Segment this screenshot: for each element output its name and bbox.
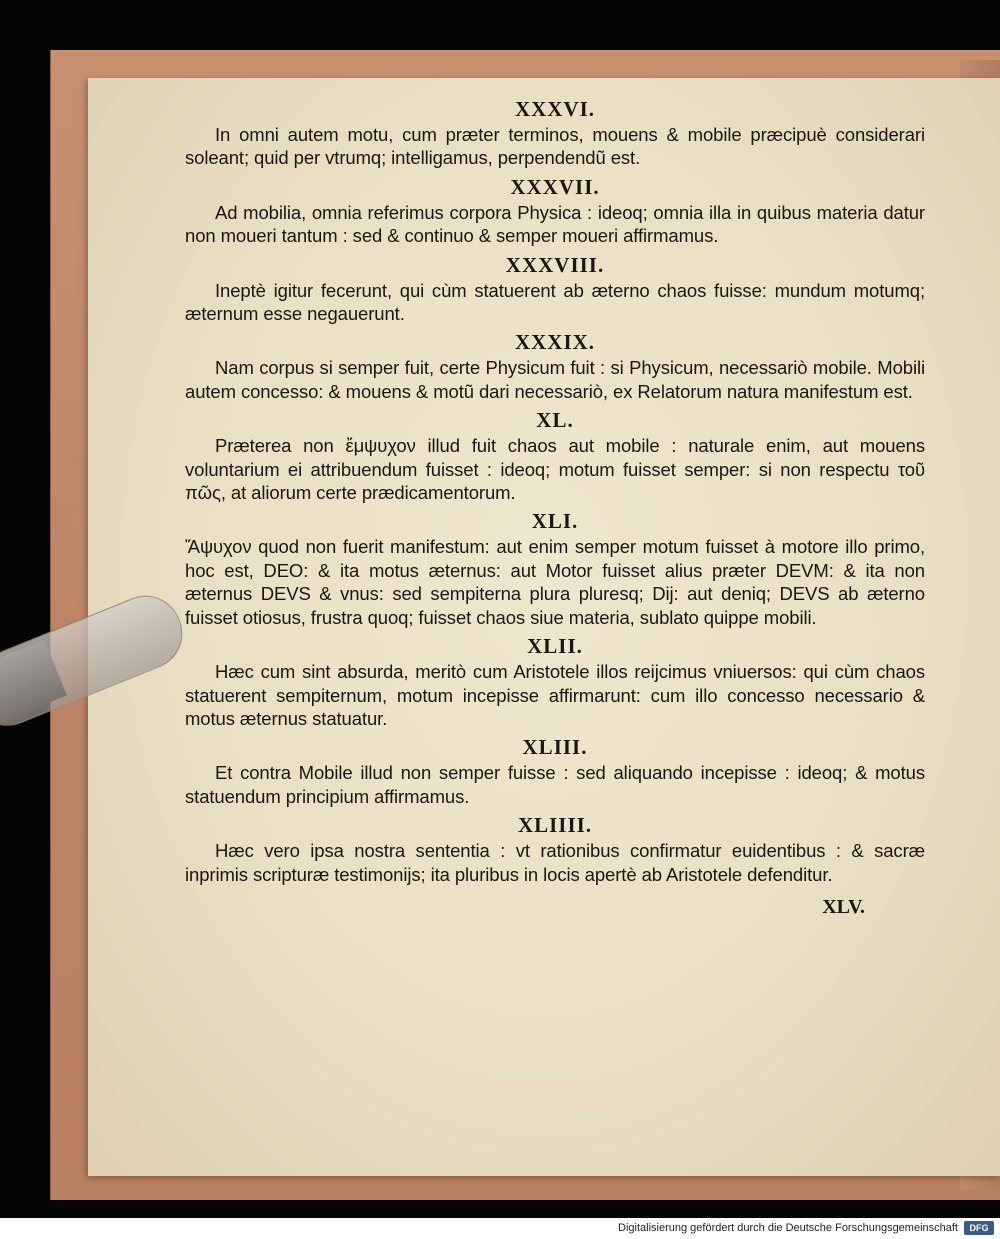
catchword: XLV.: [822, 895, 865, 918]
page-text: [185, 96, 925, 919]
section-heading: XLII.: [527, 634, 583, 659]
dfg-logo-icon: DFG: [964, 1221, 994, 1235]
section-heading: XLIIII.: [517, 813, 593, 838]
section-paragraph: Et contra Mobile illud non semper fuisse : sed aliquando incepisse : ideoq; & motus statuendum principium affirmamus.: [185, 762, 925, 807]
footer-bar: [0, 1218, 1000, 1239]
section-paragraph: Ineptè igitur fecerunt, qui cùm statuerent ab æterno chaos fuisse: mundum motumq; æternum esse negauerunt.: [185, 279, 925, 325]
section-heading: XXXVI.: [514, 97, 596, 121]
section-paragraph: Nam corpus si semper fuit, certe Physicum fuit : si Physicum, necessariò mobile. Mobili autem concesso: & mouens & motũ dari necessariò, ex Relatorum natura manifestum est.: [185, 357, 925, 402]
section-paragraph: Hæc vero ipsa nostra sententia : vt rationibus confirmatur euidentibus : & sacræ inprimis scripturæ testimonijs; ita pluribus in locis apertè ab Aristotele defenditur.: [185, 840, 925, 885]
section-heading: XXXIX.: [514, 330, 596, 355]
section-heading: XXXVII.: [510, 174, 600, 199]
section-paragraph: In omni autem motu, cum præter terminos, mouens & mobile præcipuè considerari soleant; quid per vtrumq; intelligamus, perpendendũ est.: [185, 124, 925, 169]
section-paragraph: Ad mobilia, omnia referimus corpora Physica : ideoq; omnia illa in quibus materia datur non moueri tantum : sed & continuo & semper moueri affirmamus.: [185, 201, 925, 247]
funding-note: Digitalisierung gefördert durch die Deutsche Forschungsgemeinschaft: [618, 1222, 958, 1234]
section-paragraph: Hæc cum sint absurda, meritò cum Aristotele illos reijcimus vniuersos: qui cùm chaos statuerent sempiternum, motum incepisse affirmarunt: cum illo concesso necessario & motus æternus statuatur.: [185, 661, 925, 729]
sections-container: [185, 96, 925, 886]
section-heading: XLIII.: [522, 735, 588, 760]
section-heading: XXXVIII.: [505, 252, 605, 277]
section-paragraph: Præterea non ἔμψυχον illud fuit chaos aut mobile : naturale enim, aut mouens voluntarium ei attribuendum fuisset : ideoq; motum fuisset semper: si non respectu τοῦ πῶς, at aliorum certe prædicamentorum.: [185, 435, 925, 504]
section-heading: XL.: [536, 408, 574, 433]
section-heading: XLI.: [531, 509, 579, 534]
section-paragraph: Ἄψυχον quod non fuerit manifestum: aut enim semper motum fuisset à motore illo primo, hoc est, DEO: & ita motus æternus: aut Motor fuisset alius præter DEVM: & ita non æternus DEVS & vnus: sed sempiterna plura pluresq; Dij: aut deniq; DEVS ab æterno fuisset otiosus, frustra quoq; fuisset chaos siue materia, sublato quippe mobili.: [185, 536, 925, 628]
